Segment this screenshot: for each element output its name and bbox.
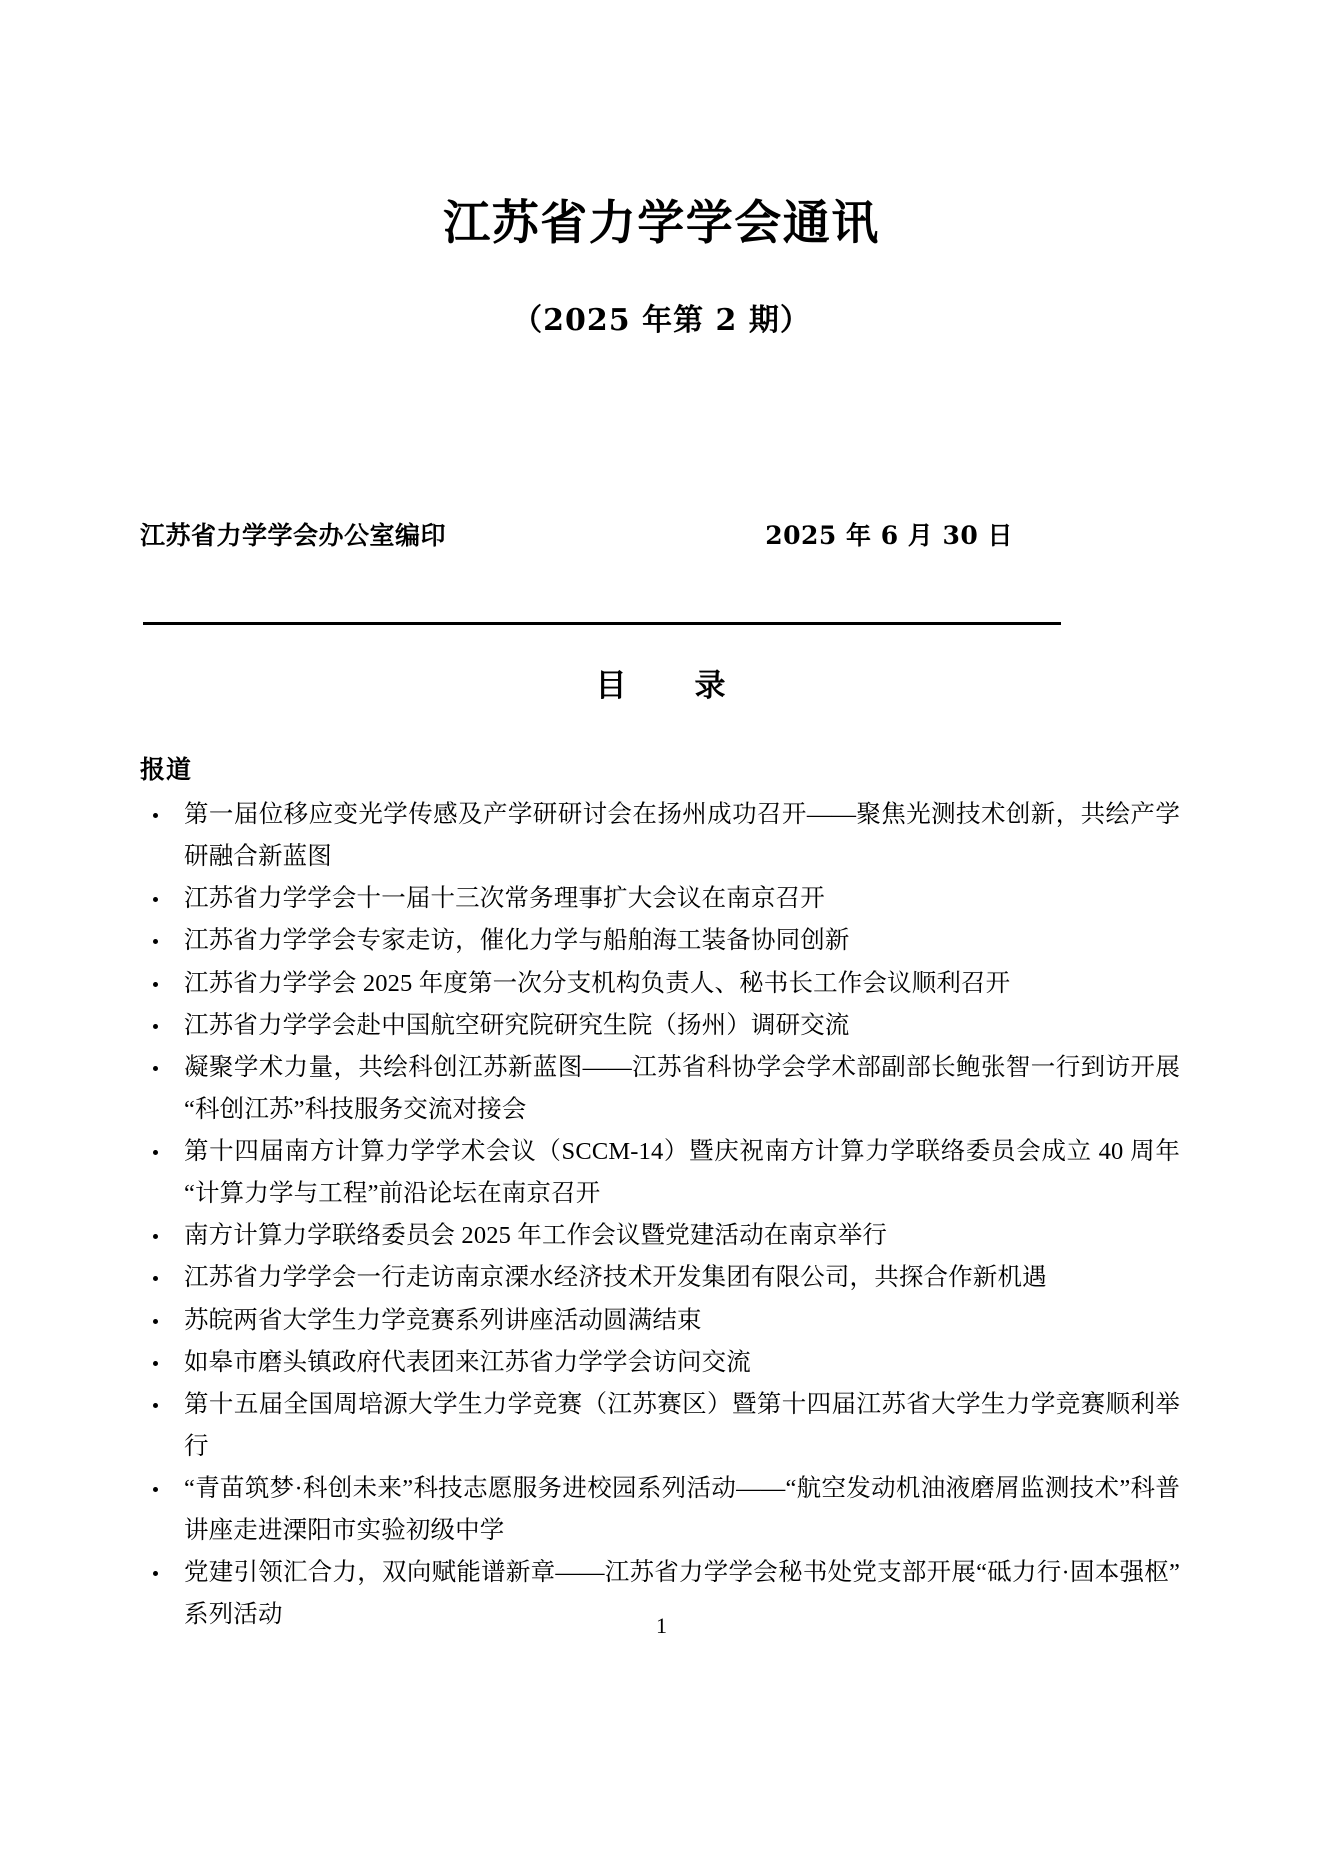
list-item[interactable]: 如皋市磨头镇政府代表团来江苏省力学学会访问交流 — [140, 1342, 1180, 1384]
list-item[interactable]: 南方计算力学联络委员会 2025 年工作会议暨党建活动在南京举行 — [140, 1215, 1180, 1257]
list-item[interactable]: 凝聚学术力量，共绘科创江苏新蓝图——江苏省科协学会学术部副部长鲍张智一行到访开展“科创江苏”科技服务交流对接会 — [140, 1047, 1180, 1131]
issue-date: 2025 年 6 月 30 日 — [765, 521, 1013, 550]
list-item[interactable]: 江苏省力学学会 2025 年度第一次分支机构负责人、秘书长工作会议顺利召开 — [140, 963, 1180, 1005]
list-item[interactable]: 江苏省力学学会一行走访南京溧水经济技术开发集团有限公司，共探合作新机遇 — [140, 1257, 1180, 1299]
imprint-row — [140, 516, 1183, 552]
list-item[interactable]: “青苗筑梦·科创未来”科技志愿服务进校园系列活动——“航空发动机油液磨屑监测技术”科普讲座走进溧阳市实验初级中学 — [140, 1468, 1180, 1552]
page-title: 江苏省力学学会通讯 — [443, 196, 880, 251]
list-item[interactable]: 第一届位移应变光学传感及产学研研讨会在扬州成功召开——聚焦光测技术创新，共绘产学研融合新蓝图 — [140, 794, 1180, 878]
list-item[interactable]: 苏皖两省大学生力学竞赛系列讲座活动圆满结束 — [140, 1300, 1180, 1342]
section-heading-reports: 报道 — [140, 756, 193, 784]
issue-subtitle: （2025 年第 2 期） — [512, 303, 811, 339]
table-of-contents — [140, 750, 1180, 1637]
list-item[interactable]: 党建引领汇合力，双向赋能谱新章——江苏省力学学会秘书处党支部开展“砥力行·固本强枢”系列活动 — [140, 1552, 1180, 1636]
masthead — [0, 196, 1323, 339]
list-item[interactable]: 江苏省力学学会专家走访，催化力学与船舶海工装备协同创新 — [140, 920, 1180, 962]
header-divider-rule — [143, 622, 1061, 625]
list-item[interactable]: 第十五届全国周培源大学生力学竞赛（江苏赛区）暨第十四届江苏省大学生力学竞赛顺利举行 — [140, 1384, 1180, 1468]
table-of-contents-heading: 目 录 — [595, 668, 728, 704]
list-item[interactable]: 江苏省力学学会赴中国航空研究院研究生院（扬州）调研交流 — [140, 1005, 1180, 1047]
publisher-label: 江苏省力学学会办公室编印 — [140, 521, 447, 550]
toc-list-reports — [140, 794, 1180, 1637]
list-item[interactable]: 江苏省力学学会十一届十三次常务理事扩大会议在南京召开 — [140, 878, 1180, 920]
list-item[interactable]: 第十四届南方计算力学学术会议（SCCM-14）暨庆祝南方计算力学联络委员会成立 40 周年“计算力学与工程”前沿论坛在南京召开 — [140, 1131, 1180, 1215]
page-number: 1 — [656, 1613, 667, 1638]
